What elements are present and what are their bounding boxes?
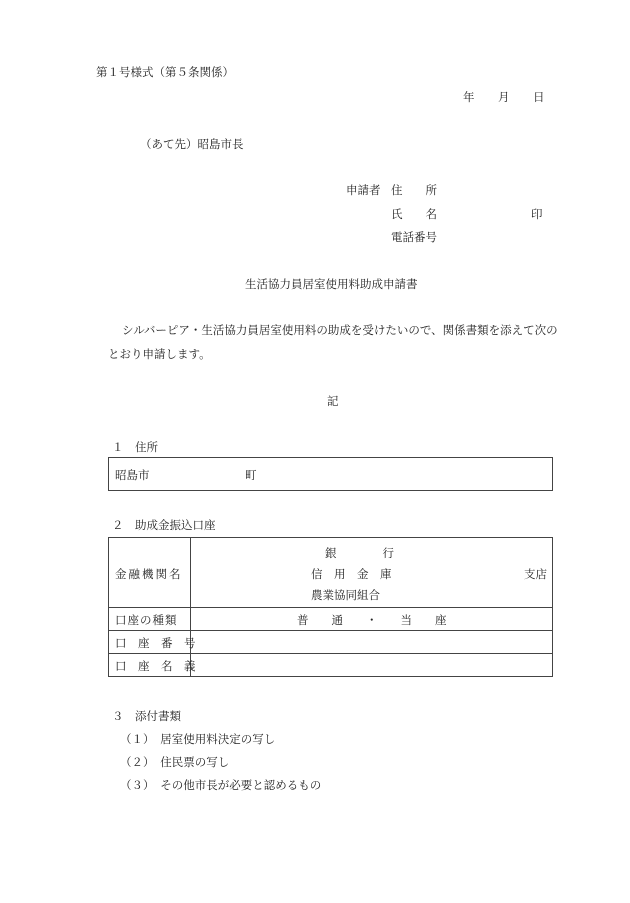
account-holder-label-cell [109,654,196,677]
bank-option: 銀 行 [325,546,394,560]
date-month: 月 [498,90,510,104]
document-title: 生活協力員居室使用料助成申請書 [245,277,418,291]
attachment-item-2: （２） 住民票の写し [120,755,230,769]
account-type-value-cell [191,608,553,631]
address-table [108,457,553,491]
account-type-label-cell [109,608,191,631]
account-number-label-cell [109,631,196,654]
account-number-value-cell [191,631,553,654]
applicant-label: 申請者 [346,183,381,197]
bank-account-table [108,537,553,677]
date-year: 年 [463,90,475,104]
body-line-1: シルバーピア・生活協力員居室使用料の助成を受けたいので、関係書類を添えて次の [122,323,558,337]
ki-heading: 記 [327,394,339,408]
section1-heading: １ 住所 [112,440,158,454]
seal-mark: 印 [531,207,543,221]
institution-value-cell [191,538,553,608]
account-number-label: 口 座 番 号 [115,636,196,650]
attachment-item-1: （１） 居室使用料決定の写し [120,732,276,746]
phone-label: 電話番号 [391,230,437,244]
branch-label: 支店 [524,567,547,581]
account-holder-value-cell [191,654,553,677]
body-line-2: とおり申請します。 [108,347,211,361]
shinkin-option: 信 用 金 庫 [311,567,392,581]
section3-heading: ３ 添付書類 [112,709,181,723]
section2-heading: ２ 助成金振込口座 [112,518,216,532]
account-holder-label: 口 座 名 義 [115,659,196,673]
noukyou-option: 農業協同組合 [311,588,380,602]
address-label: 住 所 [391,183,437,197]
address-city: 昭島市 [115,468,150,482]
name-label: 氏 名 [391,207,437,221]
institution-label-cell [109,538,191,608]
form-number: 第１号様式（第５条関係） [96,65,234,79]
account-type-options: 普 通 ・ 当 座 [297,613,447,627]
address-town: 町 [245,468,257,482]
institution-label: 金融機関名 [115,567,183,581]
addressee: （あて先）昭島市長 [140,137,244,151]
address-cell [109,458,553,491]
account-type-label: 口座の種類 [115,613,178,627]
attachment-item-3: （３） その他市長が必要と認めるもの [120,778,322,792]
date-day: 日 [533,90,545,104]
